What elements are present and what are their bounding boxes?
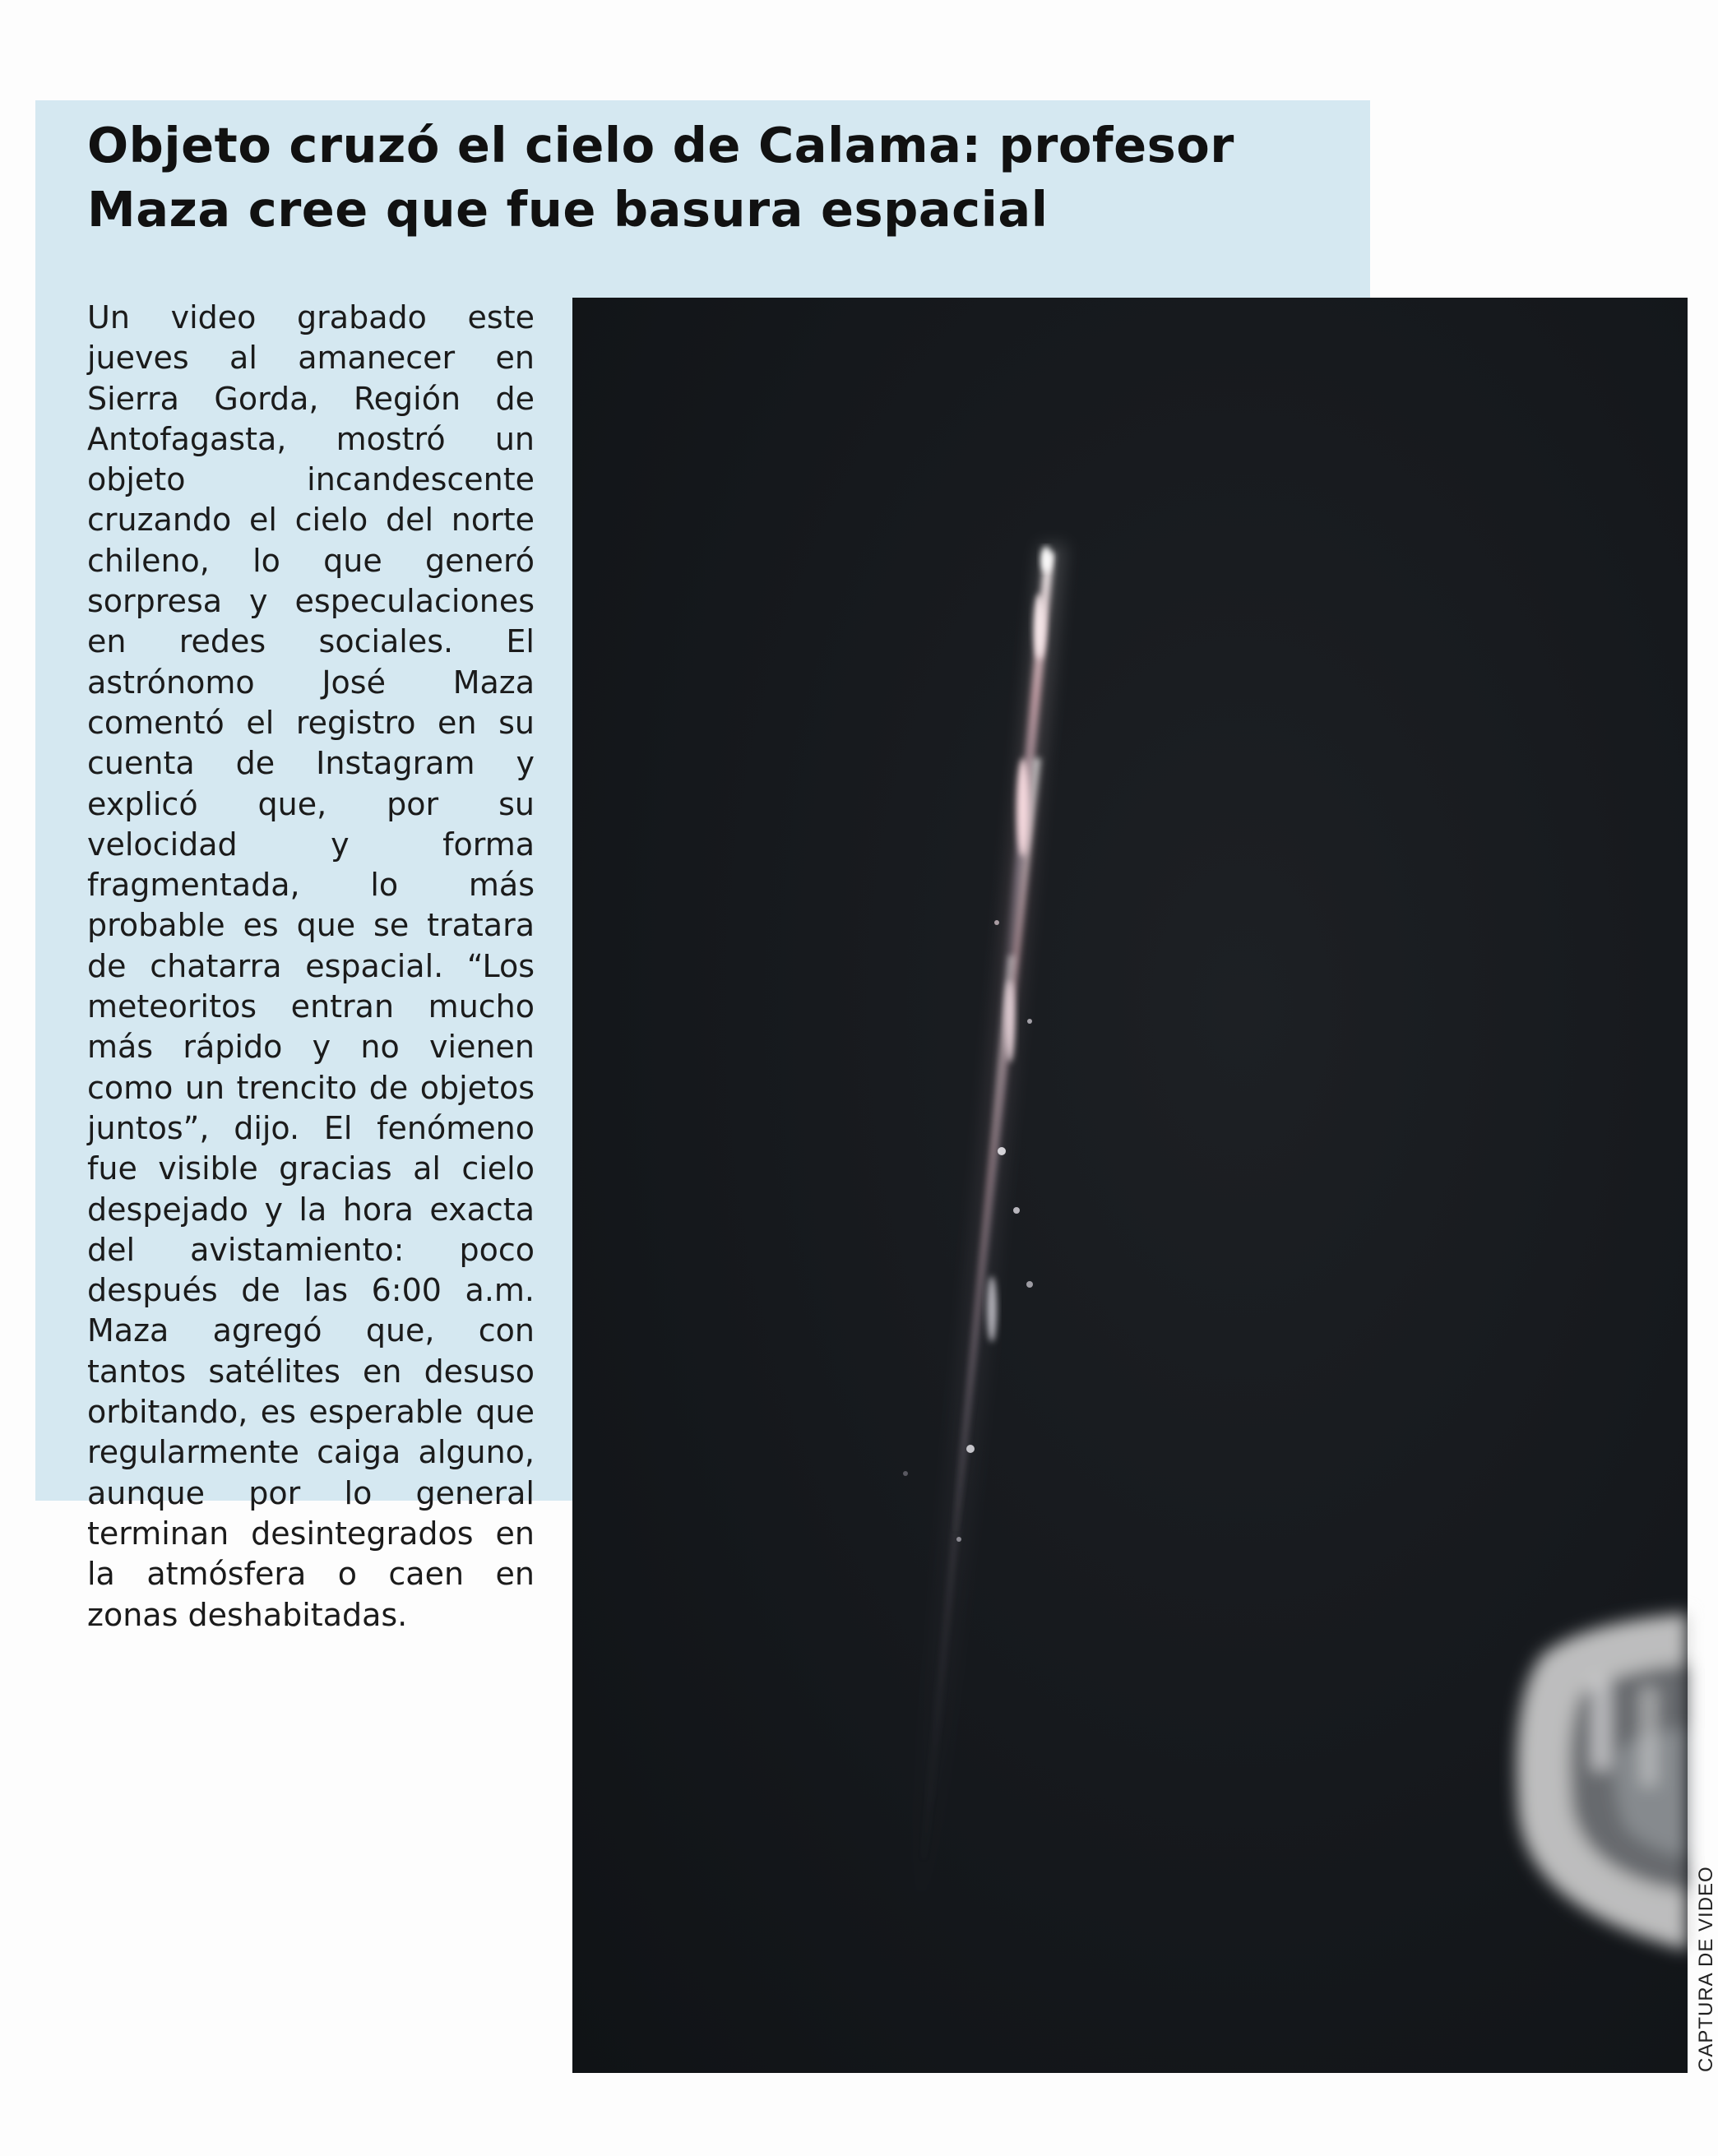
- headline: Objeto cruzó el cielo de Calama: profesor Maza cree que fue basura espacial: [87, 117, 1234, 238]
- foreground-object: [1517, 1613, 1688, 1950]
- news-photo: [572, 298, 1688, 2073]
- article-body: Un video grabado este jueves al amanecer en Sierra Gorda, Región de Antofagasta, mostró un objeto incandescente cruzando el cielo del norte chileno, lo que generó sorpresa y especulaciones en redes sociales. El astrónomo José Maza comentó el registro en su cuenta de Instagram y explicó que, por su velocidad y forma fragmentada, lo más probable es que se tratara de chatarra espacial. “Los meteoritos entran mucho más rápido y no vienen como un trencito de objetos juntos”, dijo. El fenómeno fue visible gracias al cielo despejado y la hora exacta del avistamiento: poco después de las 6:00 a.m. Maza agregó que, con tantos satélites en desuso orbitando, es esperable que regularmente caiga alguno, aunque por lo general terminan desintegrados en la atmósfera o caen en zonas deshabitadas.: [87, 299, 535, 1633]
- fireball-streak-image: [572, 298, 1688, 2073]
- photo-credit: CAPTURA DE VIDEO: [1695, 1866, 1717, 2072]
